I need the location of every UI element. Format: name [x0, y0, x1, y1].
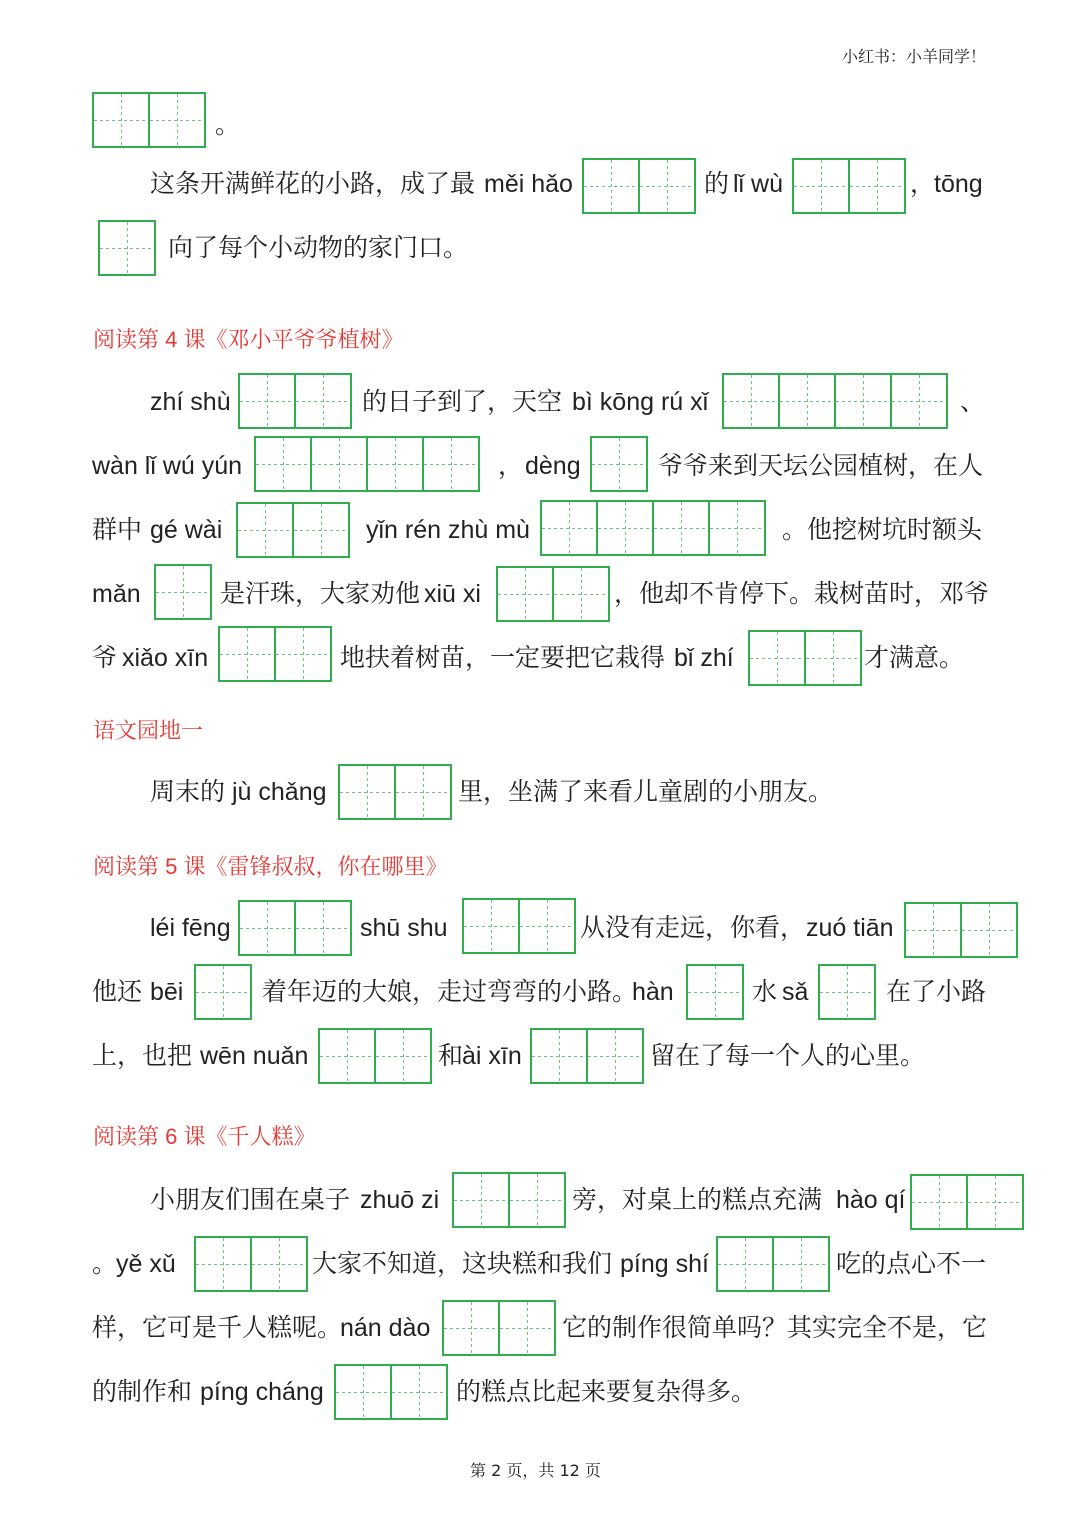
text: 的制作和	[92, 1377, 193, 1406]
pinyin: wēn nuǎn	[200, 1042, 309, 1070]
pinyin: ài xīn	[462, 1042, 522, 1070]
pinyin: yǐn rén zhù mù	[366, 516, 530, 544]
text: 吃的点心不一	[836, 1249, 987, 1278]
text: 。他挖树坑时额头	[782, 515, 983, 544]
pinyin: bì kōng rú xǐ	[572, 388, 709, 416]
writing-box-2[interactable]	[236, 502, 348, 558]
text: 的糕点比起来要复杂得多。	[456, 1377, 757, 1406]
pinyin: mǎn	[92, 580, 141, 608]
pinyin: léi fēng	[150, 914, 231, 942]
writing-box-4[interactable]	[722, 373, 946, 429]
writing-box-1[interactable]	[98, 220, 154, 276]
page-number: 第 2 页，共 12 页	[470, 1461, 601, 1480]
writing-box-2[interactable]	[904, 902, 1016, 958]
text: 在了小路	[886, 977, 987, 1006]
text: 它的制作很简单吗？其实完全不是，它	[562, 1313, 988, 1342]
writing-box-2[interactable]	[452, 1172, 564, 1228]
writing-box-2[interactable]	[442, 1300, 554, 1356]
writing-box-1[interactable]	[686, 964, 742, 1020]
pinyin: zhí shù	[150, 388, 231, 416]
writing-box-2[interactable]	[194, 1236, 306, 1292]
text: 才满意。	[864, 643, 965, 672]
section-title-lesson4: 阅读第 4 课《邓小平爷爷植树》	[93, 327, 404, 352]
writing-box-2[interactable]	[238, 373, 350, 429]
pinyin: gé wài	[150, 516, 223, 544]
text: 这条开满鲜花的小路，成了最	[150, 169, 476, 198]
pinyin: měi hǎo	[484, 170, 573, 198]
writing-box-2[interactable]	[92, 92, 204, 148]
text: 着年迈的大娘，走过弯弯的小路。	[262, 977, 638, 1006]
text: 群中	[92, 515, 143, 544]
text: 上，也把	[92, 1041, 193, 1070]
writing-box-2[interactable]	[748, 630, 860, 686]
section-title-garden: 语文园地一	[93, 718, 204, 743]
text: 水	[752, 977, 778, 1006]
text: 的	[704, 169, 730, 198]
pinyin: tōng	[934, 170, 983, 198]
writing-box-1[interactable]	[194, 964, 250, 1020]
text: 是汗珠，大家劝他	[220, 579, 421, 608]
writing-box-1[interactable]	[590, 436, 646, 492]
pinyin: zuó tiān	[806, 914, 894, 942]
pinyin: xiǎo xīn	[122, 644, 209, 672]
writing-box-2[interactable]	[338, 764, 450, 820]
text: 和	[438, 1041, 464, 1070]
writing-box-2[interactable]	[582, 158, 694, 214]
writing-box-4[interactable]	[254, 436, 478, 492]
text: ，	[498, 451, 524, 480]
text: 大家不知道，这块糕和我们	[312, 1249, 613, 1278]
text: 他还	[92, 977, 143, 1006]
text: 里，坐满了来看儿童剧的小朋友。	[458, 777, 834, 806]
writing-box-2[interactable]	[238, 900, 350, 956]
text: 地扶着树苗，一定要把它栽得	[340, 643, 666, 672]
text: 样，它可是千人糕呢。	[92, 1313, 343, 1342]
writing-box-2[interactable]	[716, 1236, 828, 1292]
pinyin: píng cháng	[200, 1378, 324, 1406]
text: 。	[215, 110, 241, 139]
pinyin: jù chǎng	[232, 778, 327, 806]
writing-box-2[interactable]	[218, 626, 330, 682]
writing-box-1[interactable]	[818, 964, 874, 1020]
pinyin: wàn lǐ wú yún	[92, 452, 243, 480]
text: 。	[92, 1249, 118, 1278]
pinyin: bǐ zhí	[674, 644, 734, 672]
writing-box-4[interactable]	[540, 500, 764, 556]
text: 爷	[92, 643, 118, 672]
text: 向了每个小动物的家门口。	[168, 233, 469, 262]
writing-box-2[interactable]	[318, 1028, 430, 1084]
pinyin: sǎ	[782, 978, 809, 1006]
text: 从没有走远，你看，	[580, 913, 806, 942]
text: 爷爷来到天坛公园植树，在人	[658, 451, 984, 480]
pinyin: píng shí	[620, 1250, 709, 1278]
pinyin: hào qí	[836, 1186, 906, 1214]
source-watermark: 小红书：小羊同学！	[842, 47, 987, 66]
text: 旁，对桌上的糕点充满	[572, 1185, 823, 1214]
pinyin: xiū xi	[424, 580, 481, 608]
writing-box-2[interactable]	[792, 158, 904, 214]
text: 周末的	[150, 777, 226, 806]
text: 留在了每一个人的心里。	[650, 1041, 926, 1070]
pinyin: bēi	[150, 978, 184, 1006]
text: 小朋友们围在桌子	[150, 1185, 351, 1214]
pinyin: yě xǔ	[116, 1250, 176, 1278]
section-title-lesson6: 阅读第 6 课《千人糕》	[93, 1124, 316, 1149]
writing-box-2[interactable]	[462, 898, 574, 954]
text: ，	[910, 169, 936, 198]
pinyin: shū shu	[360, 914, 448, 942]
writing-box-1[interactable]	[154, 564, 210, 620]
writing-box-2[interactable]	[910, 1174, 1022, 1230]
pinyin: lǐ wù	[733, 170, 784, 198]
section-title-lesson5: 阅读第 5 课《雷锋叔叔，你在哪里》	[93, 854, 448, 879]
text: ，他却不肯停下。栽树苗时，邓爷	[614, 579, 990, 608]
pinyin: nán dào	[340, 1314, 431, 1342]
text: 的日子到了，天空	[362, 387, 563, 416]
writing-box-2[interactable]	[334, 1364, 446, 1420]
writing-box-2[interactable]	[496, 566, 608, 622]
pinyin: zhuō zi	[360, 1186, 440, 1214]
writing-box-2[interactable]	[530, 1028, 642, 1084]
pinyin: dèng	[525, 452, 581, 480]
text: 、	[960, 387, 986, 416]
pinyin: hàn	[632, 978, 674, 1006]
